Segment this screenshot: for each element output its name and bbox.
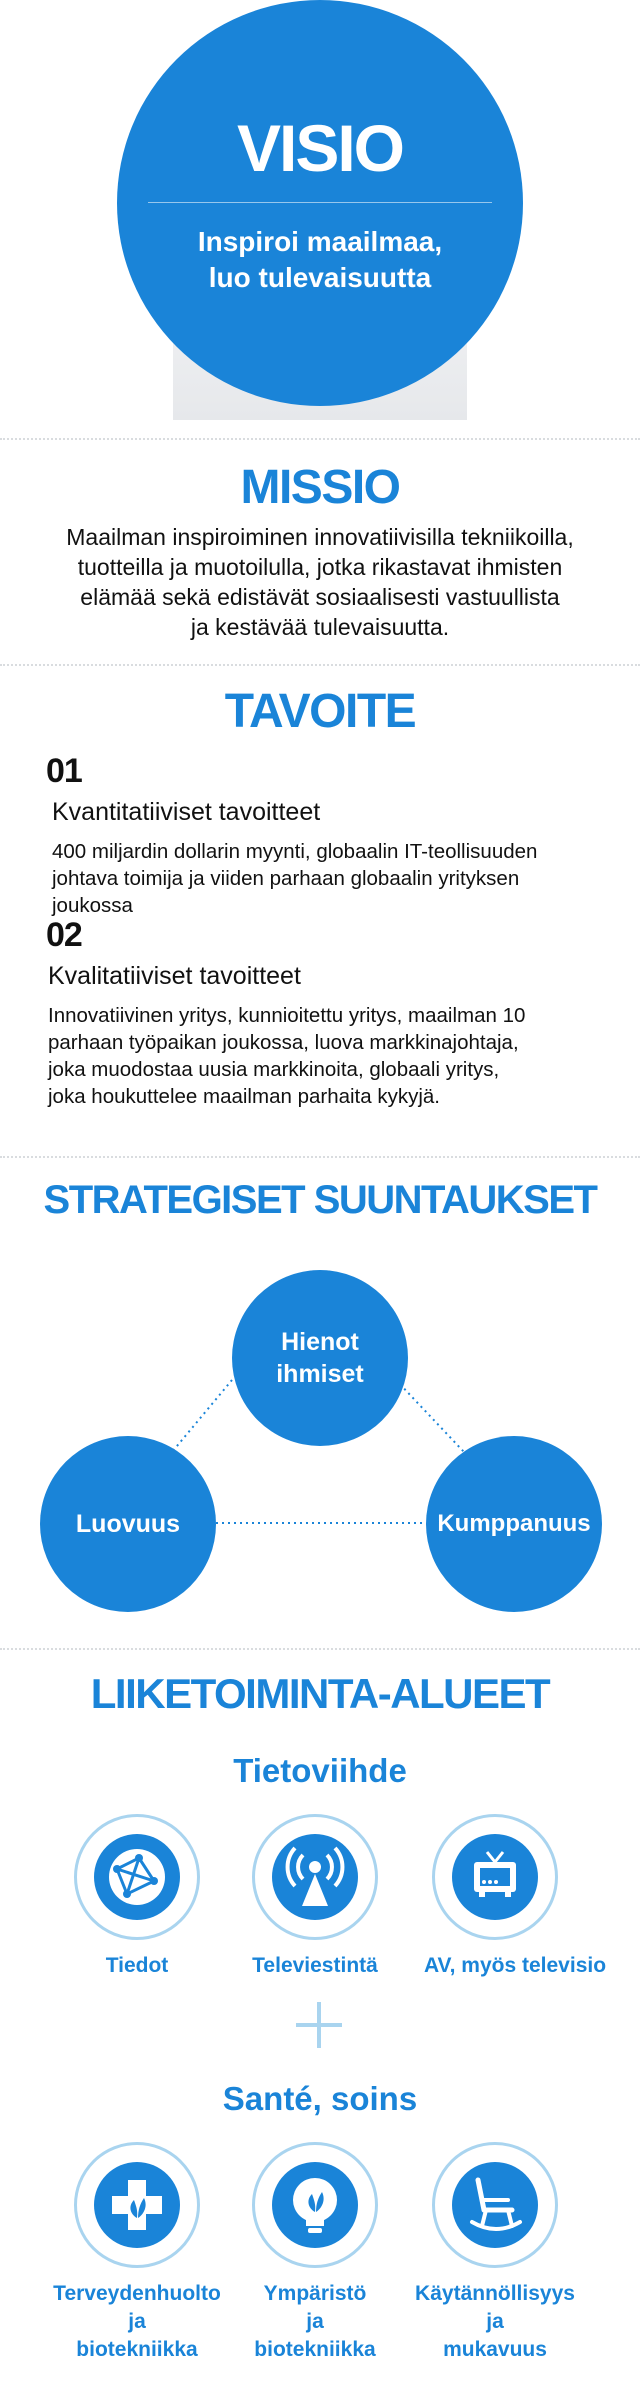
goal-text [52,838,632,919]
business-item-label-line: ja [306,2310,324,2333]
strategy-circle-right [426,1436,602,1612]
business-item-label [380,2280,610,2364]
strategy-circle-left [40,1436,216,1612]
business-item-label-line: Terveydenhuolto [53,2282,221,2305]
globe-icon [94,1834,180,1920]
visio-circle [117,0,523,406]
goal-line: 400 miljardin dollarin myynti, globaalin IT-teollisuuden [52,840,538,863]
visio-subtitle-line1: Inspiroi maailmaa, [197,226,443,257]
section-divider [0,664,640,666]
visio-subtitle-line2: luo tulevaisuutta [208,262,432,293]
section-divider [0,1156,640,1158]
goal-text [48,1002,628,1110]
business-group1-title: Tietoviihde [233,1752,407,1789]
goal-heading: Kvantitatiiviset tavoitteet [52,798,321,826]
section-divider [0,438,640,440]
tavoite-title: TAVOITE [224,685,416,738]
goal-line: parhaan työpaikan joukossa, luova markkinajohtaja, [48,1031,519,1054]
section-divider [0,1648,640,1650]
missio-line: Maailman inspiroiminen innovatiivisilla tekniikoilla, [66,524,574,550]
business-item-label-line: Käytännöllisyys [415,2282,575,2305]
connector-line [396,1380,464,1452]
missio-title: MISSIO [240,461,400,514]
strategy-title: STRATEGISET SUUNTAUKSET [43,1178,597,1222]
goal-number: 01 [46,752,82,790]
strategy-top-line2: ihmiset [276,1360,364,1388]
eco-bulb-icon [272,2162,358,2248]
business-item-kaytannollisyys [432,2142,558,2268]
business-item-av [432,1814,558,1940]
rocking-chair-icon [452,2162,538,2248]
business-item-label-line: ja [486,2310,504,2333]
visio-title: VISIO [236,111,404,185]
visio-subtitle [117,224,523,296]
strategy-left-label: Luovuus [75,1510,181,1538]
plus-icon [296,2002,342,2048]
goal-line: joka houkuttelee maailman parhaita kykyjä. [48,1085,440,1108]
connector-line [172,1380,232,1452]
goal-number: 02 [46,916,82,954]
tv-icon [452,1834,538,1920]
strategy-circle-top [232,1270,408,1446]
business-item-ymparisto [252,2142,378,2268]
business-item-terveydenhuolto [74,2142,200,2268]
business-item-televiestinta [252,1814,378,1940]
goal-line: Innovatiivinen yritys, kunnioitettu yritys, maailman 10 [48,1004,526,1027]
visio-divider [148,202,492,203]
missio-text [0,522,640,642]
business-item-label: AV, myös televisio [423,1954,607,1977]
missio-line: elämää sekä edistävät sosiaalisesti vastuullista [80,584,560,610]
antenna-icon [272,1834,358,1920]
business-item-label: Televiestintä [252,1954,378,1977]
strategy-top-line1: Hienot [281,1328,359,1356]
business-item-label-line: ja [128,2310,146,2333]
missio-line: tuotteilla ja muotoilulla, jotka rikastavat ihmisten [77,554,563,580]
medical-cross-icon [94,2162,180,2248]
business-item-label-line: mukavuus [443,2338,547,2361]
goal-heading: Kvalitatiiviset tavoitteet [48,962,301,990]
goal-line: johtava toimija ja viiden parhaan globaalin yrityksen [52,867,520,890]
business-item-label-line: biotekniikka [254,2338,376,2361]
goal-line: joka muodostaa uusia markkinoita, globaali yritys, [48,1058,500,1081]
goal-line: joukossa [52,894,133,917]
strategy-right-label: Kumppanuus [437,1510,591,1537]
missio-line: ja kestävää tulevaisuutta. [190,614,450,640]
business-item-label: Tiedot [105,1954,169,1977]
business-item-label-line: biotekniikka [76,2338,198,2361]
business-item-label-line: Ympäristö [263,2282,367,2305]
business-group2-title: Santé, soins [222,2080,418,2117]
business-title: LIIKETOIMINTA-ALUEET [90,1670,550,1717]
business-item-tiedot [74,1814,200,1940]
